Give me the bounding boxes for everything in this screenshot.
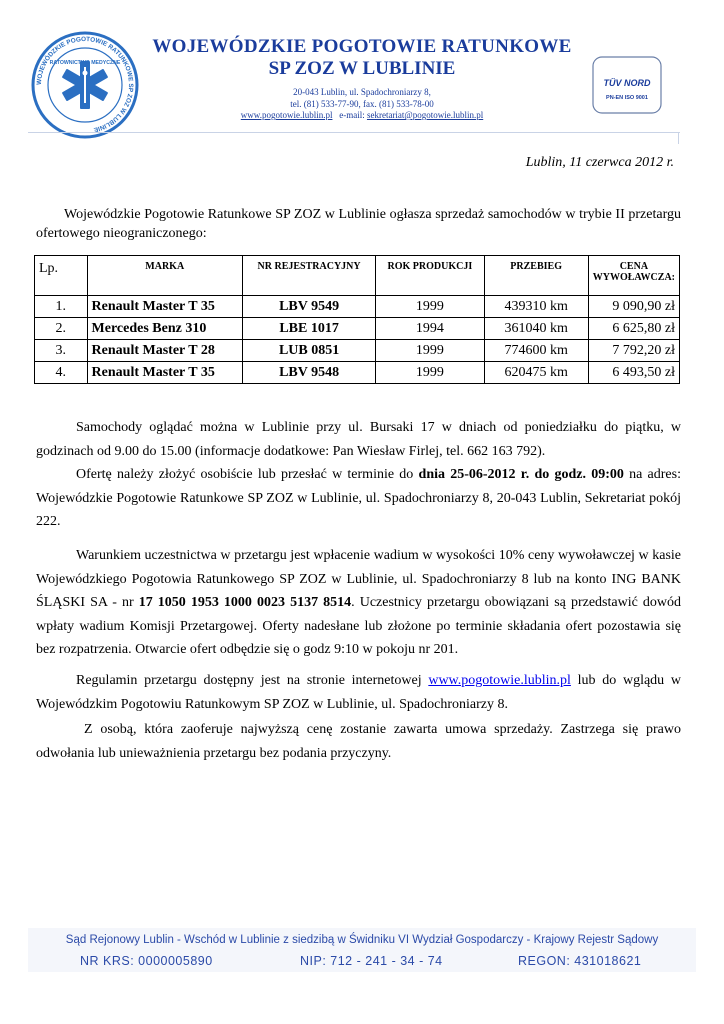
footer-krs: NR KRS: 0000005890 <box>80 954 213 968</box>
table-row <box>35 296 680 318</box>
cell-nr-rej: LUB 0851 <box>242 340 375 362</box>
header-divider-tick <box>678 132 679 144</box>
footer-regon: REGON: 431018621 <box>518 954 642 968</box>
cell-rok: 1994 <box>376 318 484 340</box>
cell-przebieg: 774600 km <box>484 340 588 362</box>
table-row <box>35 318 680 340</box>
offer-deadline-paragraph: Ofertę należy złożyć osobiście lub przesłać w terminie do dnia 25-06-2012 r. do godz. 09:00 na adres: Wojewódzkie Pogotowie Ratunkowe SP ZOZ w Lublinie, ul. Spadochroniarzy 8, 20-043 Lublin, Sekretariat pokój 222. <box>36 467 681 529</box>
cell-nr-rej: LBV 9548 <box>242 362 375 384</box>
org-address: 20-043 Lublin, ul. Spadochroniarzy 8, <box>293 87 431 97</box>
cert-standard: PN-EN ISO 9001 <box>606 95 648 101</box>
cert-brand: TÜV NORD <box>603 78 651 88</box>
cell-przebieg: 361040 km <box>484 318 588 340</box>
table-header-row <box>35 256 680 296</box>
offer-deadline: dnia 25-06-2012 r. do godz. 09:00 <box>418 467 624 482</box>
intro-paragraph: Wojewódzkie Pogotowie Ratunkowe SP ZOZ w Lublinie ogłasza sprzedaż samochodów w trybie II przetargu ofertowego nieograniczonego: <box>36 207 681 241</box>
cell-lp: 1. <box>35 296 88 318</box>
cell-cena: 6 493,50 zł <box>588 362 679 384</box>
org-phone-fax: tel. (81) 533-77-90, fax. (81) 533-78-00 <box>290 99 434 109</box>
viewing-paragraph: Samochody oglądać można w Lublinie przy ul. Bursaki 17 w dniach od poniedziałku do piątku, w godzinach od 9.00 do 15.00 (informacje dodatkowe: Pan Wiesław Firlej, tel. 662 163 792). <box>36 420 681 459</box>
table-row <box>35 362 680 384</box>
email-link[interactable]: sekretariat@pogotowie.lublin.pl <box>366 110 484 120</box>
vehicles-table <box>34 255 680 384</box>
org-title-line2: SP ZOZ W LUBLINIE <box>268 58 456 79</box>
footer-nip: NIP: 712 - 241 - 34 - 74 <box>300 954 443 968</box>
logo-ring-text: WOJEWÓDZKIE POGOTOWIE RATUNKOWE SP ZOZ W LUBLINIE <box>35 35 135 134</box>
header-divider <box>28 132 680 133</box>
header-cena: CENA WYWOŁAWCZA: <box>588 256 679 296</box>
tuv-nord-certificate-logo <box>592 56 662 114</box>
cell-marka: Mercedes Benz 310 <box>87 318 242 340</box>
cell-cena: 6 625,80 zł <box>588 318 679 340</box>
header-lp: Lp. <box>35 256 88 296</box>
cell-rok: 1999 <box>376 296 484 318</box>
closing-paragraph: Z osobą, która zaoferuje najwyższą cenę zostanie zawarta umowa sprzedaży. Zastrzega się prawo odwołania lub unieważnienia przetargu bez podania przyczyny. <box>36 722 681 761</box>
website-link[interactable]: www.pogotowie.lublin.pl <box>240 110 333 120</box>
org-title-line1: WOJEWÓDZKIE POGOTOWIE RATUNKOWE <box>152 36 572 57</box>
bank-account-number: 17 1050 1953 1000 0023 5137 8514 <box>138 595 352 610</box>
regulations-paragraph: Regulamin przetargu dostępny jest na stronie internetowej www.pogotowie.lublin.pl lub do wglądu w Wojewódzkim Pogotowiu Ratunkowym SP ZOZ w Lublinie, ul. Spadochroniarzy 8. <box>36 673 681 712</box>
document-date: Lublin, 11 czerwca 2012 r. <box>525 155 674 170</box>
cell-rok: 1999 <box>376 340 484 362</box>
table-row <box>35 340 680 362</box>
footer-court-registry: Sąd Rejonowy Lublin - Wschód w Lublinie z siedzibą w Świdniku VI Wydział Gospodarczy - Krajowy Rejestr Sądowy <box>65 934 659 946</box>
cell-rok: 1999 <box>376 362 484 384</box>
header-marka: MARKA <box>87 256 242 296</box>
cell-marka: Renault Master T 35 <box>87 296 242 318</box>
cell-nr-rej: LBE 1017 <box>242 318 375 340</box>
cell-lp: 2. <box>35 318 88 340</box>
cell-lp: 3. <box>35 340 88 362</box>
cell-lp: 4. <box>35 362 88 384</box>
cell-przebieg: 439310 km <box>484 296 588 318</box>
header-przebieg: PRZEBIEG <box>484 256 588 296</box>
header-nr-rejestracyjny: NR REJESTRACYJNY <box>242 256 375 296</box>
logo-inner-text: RATOWNICTWO MEDYCZNE <box>49 60 121 66</box>
cell-cena: 9 090,90 zł <box>588 296 679 318</box>
cell-przebieg: 620475 km <box>484 362 588 384</box>
cell-marka: Renault Master T 35 <box>87 362 242 384</box>
cell-marka: Renault Master T 28 <box>87 340 242 362</box>
deposit-paragraph: Warunkiem uczestnictwa w przetargu jest wpłacenie wadium w wysokości 10% ceny wywoławczej w kasie Wojewódzkiego Pogotowia Ratunkowego SP ZOZ w Lublinie, ul. Spadochroniarzy 8 lub na konto ING BANK ŚLĄSKI SA - nr 17 1050 1953 1000 0023 5137 8514. Uczestnicy przetargu obowiązani są przedstawić dowód wpłaty wadium Komisji Przetargowej. Oferty nadesłane lub złożone po terminie składania ofert pozostawia się bez rozpatrzenia. Otwarcie ofert odbędzie się o godz 9:10 w pokoju nr 201. <box>36 548 681 657</box>
cell-cena: 7 792,20 zł <box>588 340 679 362</box>
email-label: e-mail: <box>339 110 365 120</box>
header-rok-produkcji: ROK PRODUKCJI <box>376 256 484 296</box>
regulations-link[interactable]: www.pogotowie.lublin.pl <box>428 673 571 688</box>
cell-nr-rej: LBV 9549 <box>242 296 375 318</box>
